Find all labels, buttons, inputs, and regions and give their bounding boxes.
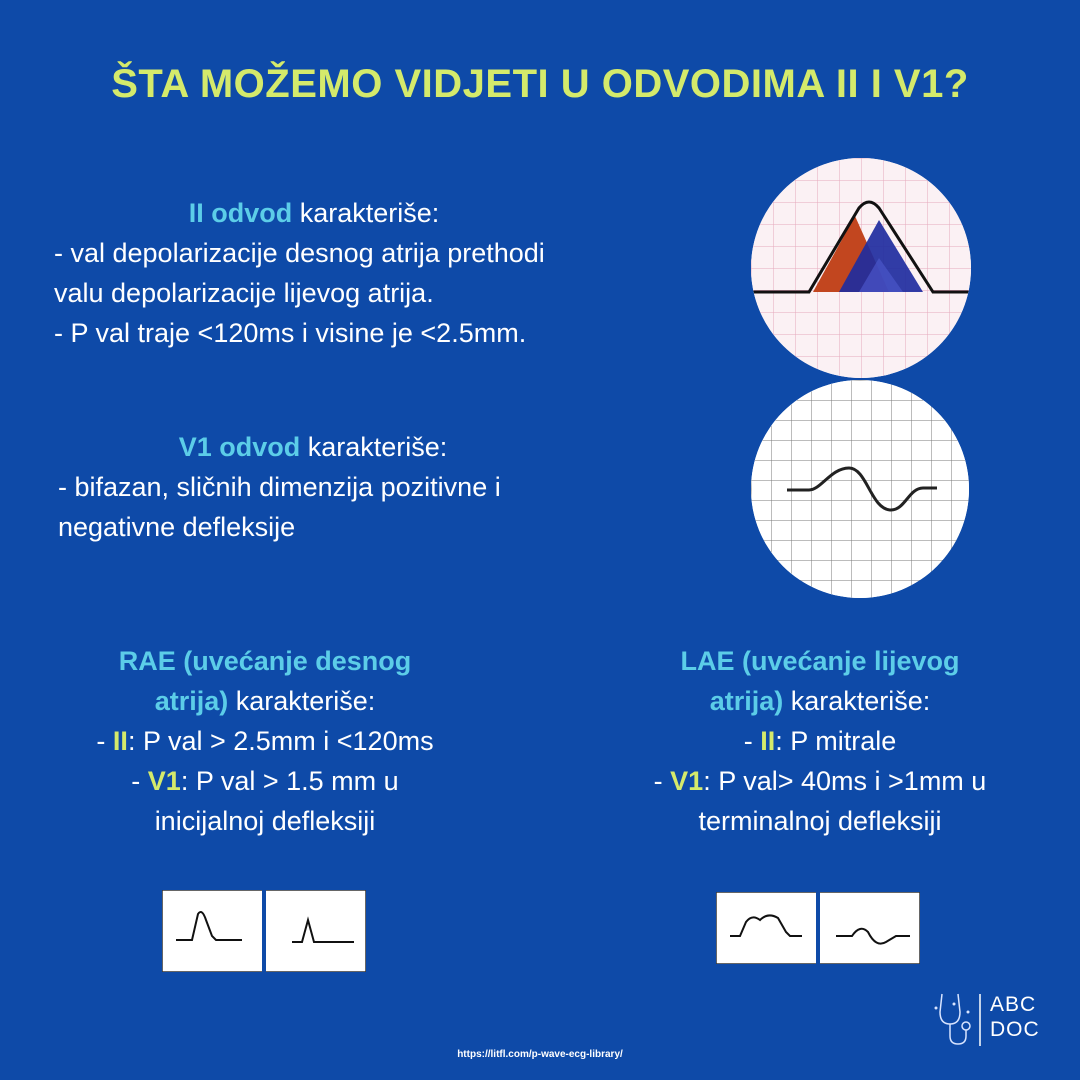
page-title: ŠTA MOŽEMO VIDJETI U ODVODIMA II I V1? bbox=[111, 62, 969, 106]
lead-ii-p-wave-image bbox=[751, 158, 971, 378]
rae-ii-text: : P val > 2.5mm i <120ms bbox=[127, 726, 434, 756]
lae-v1-prefix: - bbox=[653, 766, 671, 796]
lae-heading: LAE (uvećanje lijevog bbox=[680, 646, 960, 676]
rae-v1-text: : P val > 1.5 mm u bbox=[180, 766, 399, 796]
lead-ii-line2: valu depolarizacije lijevog atrija. bbox=[54, 278, 434, 308]
lead-ii-name: II odvod bbox=[188, 198, 293, 228]
lae-description bbox=[600, 641, 1040, 841]
lead-v1-name: V1 odvod bbox=[178, 432, 301, 462]
lead-ii-suffix: karakteriše: bbox=[292, 198, 440, 228]
rae-heading: RAE (uvećanje desnog bbox=[118, 646, 412, 676]
rae-heading-2: atrija) bbox=[154, 686, 229, 716]
lead-v1-line2: negativne defleksije bbox=[58, 512, 296, 542]
lae-heading-2: atrija) bbox=[709, 686, 784, 716]
logo-line-1: ABC bbox=[990, 993, 1037, 1016]
lead-v1-line1: - bifazan, sličnih dimenzija pozitivne i bbox=[58, 472, 501, 502]
source-url[interactable]: https://litfl.com/p-wave-ecg-library/ bbox=[457, 1049, 623, 1060]
rae-v1-prefix: - bbox=[131, 766, 148, 796]
lae-suffix: karakteriše: bbox=[783, 686, 931, 716]
rae-v1-text2: inicijalnoj defleksiji bbox=[154, 806, 376, 836]
lae-v1-text2: terminalnoj defleksiji bbox=[698, 806, 942, 836]
logo-text bbox=[990, 992, 1040, 1042]
rae-ecg-strip bbox=[162, 890, 366, 972]
lead-ii-line3: - P val traje <120ms i visine je <2.5mm. bbox=[54, 318, 527, 348]
rae-ii-prefix: - bbox=[96, 726, 113, 756]
lae-ii-lead: II bbox=[760, 726, 776, 756]
logo-line-2: DOC bbox=[990, 1018, 1040, 1041]
lead-v1-suffix: karakteriše: bbox=[300, 432, 448, 462]
rae-v1-lead: V1 bbox=[147, 766, 181, 796]
lead-v1-description bbox=[58, 427, 658, 547]
lead-ii-line1: - val depolarizacije desnog atrija prethodi bbox=[54, 238, 545, 268]
lae-ii-prefix: - bbox=[743, 726, 761, 756]
lead-ii-description bbox=[54, 193, 654, 353]
lead-v1-p-wave-image bbox=[751, 380, 969, 598]
lae-v1-lead: V1 bbox=[670, 766, 704, 796]
rae-description bbox=[48, 641, 482, 841]
rae-ii-lead: II bbox=[112, 726, 128, 756]
lae-v1-text: : P val> 40ms i >1mm u bbox=[703, 766, 987, 796]
lae-ecg-strip bbox=[716, 892, 920, 964]
rae-suffix: karakteriše: bbox=[228, 686, 376, 716]
lae-ii-text: : P mitrale bbox=[775, 726, 897, 756]
